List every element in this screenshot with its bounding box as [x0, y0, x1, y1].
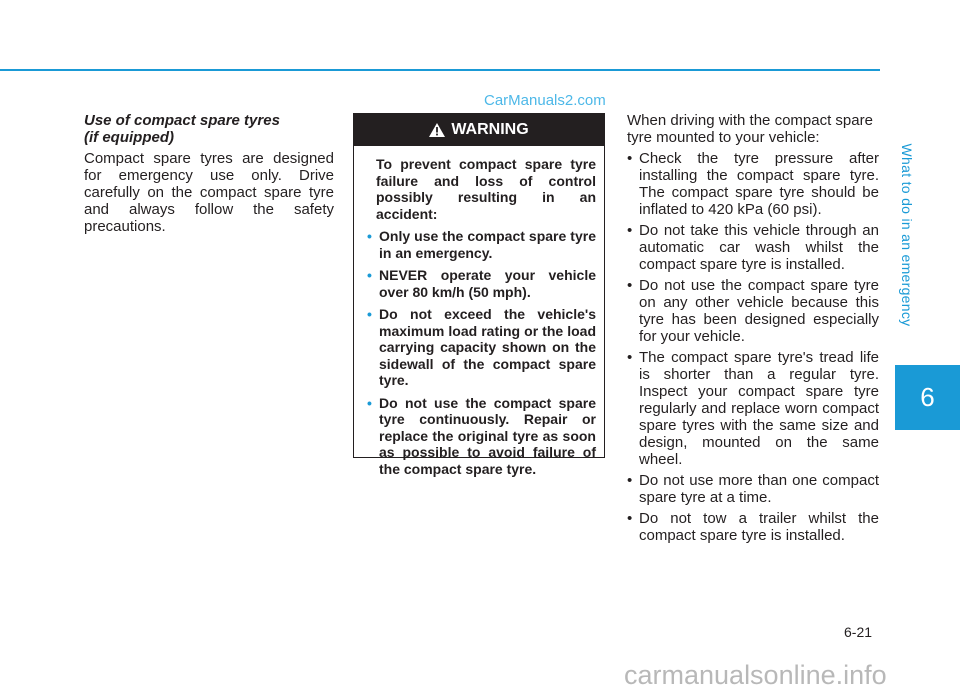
bullet-dot: • [627, 510, 633, 527]
warning-item: • NEVER operate your vehicle over 80 km/h (50 mph). [367, 267, 596, 300]
section-title-line-2: (if equipped) [84, 129, 174, 146]
chapter-side-title [892, 90, 922, 380]
driving-bullet: • Do not tow a trailer whilst the compact spare tyre is installed. [627, 510, 879, 544]
watermark-top[interactable]: CarManuals2.com [484, 92, 606, 109]
driving-bullets [627, 150, 879, 544]
section-title [84, 112, 334, 146]
warning-item: • Only use the compact spare tyre in an emergency. [367, 228, 596, 261]
warning-item: • Do not exceed the vehicle's maximum load rating or the load carrying capacity shown on the sidewall of the compact spare tyre. [367, 306, 596, 388]
page-number: 6-21 [844, 624, 873, 640]
left-column [84, 112, 334, 235]
driving-bullet: • Check the tyre pressure after installing the compact spare tyre. The compact spare tyre should be inflated to 420 kPa (60 psi). [627, 150, 879, 218]
driving-bullet: • Do not take this vehicle through an automatic car wash whilst the compact spare tyre is installed. [627, 222, 879, 273]
driving-intro: When driving with the compact spare tyre mounted to your vehicle: [627, 112, 873, 146]
bullet-dot: • [367, 394, 372, 411]
right-column [627, 112, 879, 548]
warning-header [354, 114, 604, 146]
bullet-dot: • [627, 150, 633, 167]
warning-item: • Do not use the compact spare tyre continuously. Repair or replace the original tyre as soon as possible to avoid failure of the compact spare tyre. [367, 394, 596, 477]
bullet-dot: • [627, 222, 633, 239]
warning-body [354, 146, 604, 477]
bullet-dot: • [367, 306, 372, 322]
warning-list [367, 228, 596, 477]
chapter-title-text: What to do in an emergency [899, 143, 915, 327]
driving-bullet: • The compact spare tyre's tread life is shorter than a regular tyre. Inspect your compact spare tyre regularly and replace worn compact spare tyres with the same size and design, mounted on the same wheel. [627, 349, 879, 468]
warning-triangle-icon [429, 123, 445, 137]
bullet-dot: • [367, 228, 372, 244]
section-title-line-1: Use of compact spare tyres [84, 112, 280, 129]
bullet-dot: • [627, 277, 633, 294]
warning-heading: WARNING [451, 121, 529, 138]
bullet-dot: • [367, 267, 372, 283]
driving-bullet: • Do not use more than one compact spare tyre at a time. [627, 472, 879, 506]
section-body: Compact spare tyres are designed for emergency use only. Drive carefully on the compact spare tyre and always follow the safety precautions. [84, 150, 334, 235]
footer-watermark[interactable]: carmanualsonline.info [624, 660, 887, 690]
bullet-dot: • [627, 349, 633, 366]
warning-box [353, 113, 605, 477]
warning-intro: To prevent compact spare tyre failure and loss of control possibly resulting in an accident: [376, 156, 596, 222]
header-rule [0, 69, 880, 71]
driving-bullet: • Do not use the compact spare tyre on any other vehicle because this tyre has been designed especially for your vehicle. [627, 277, 879, 345]
chapter-number-tab: 6 [895, 365, 960, 430]
bullet-dot: • [627, 472, 633, 489]
